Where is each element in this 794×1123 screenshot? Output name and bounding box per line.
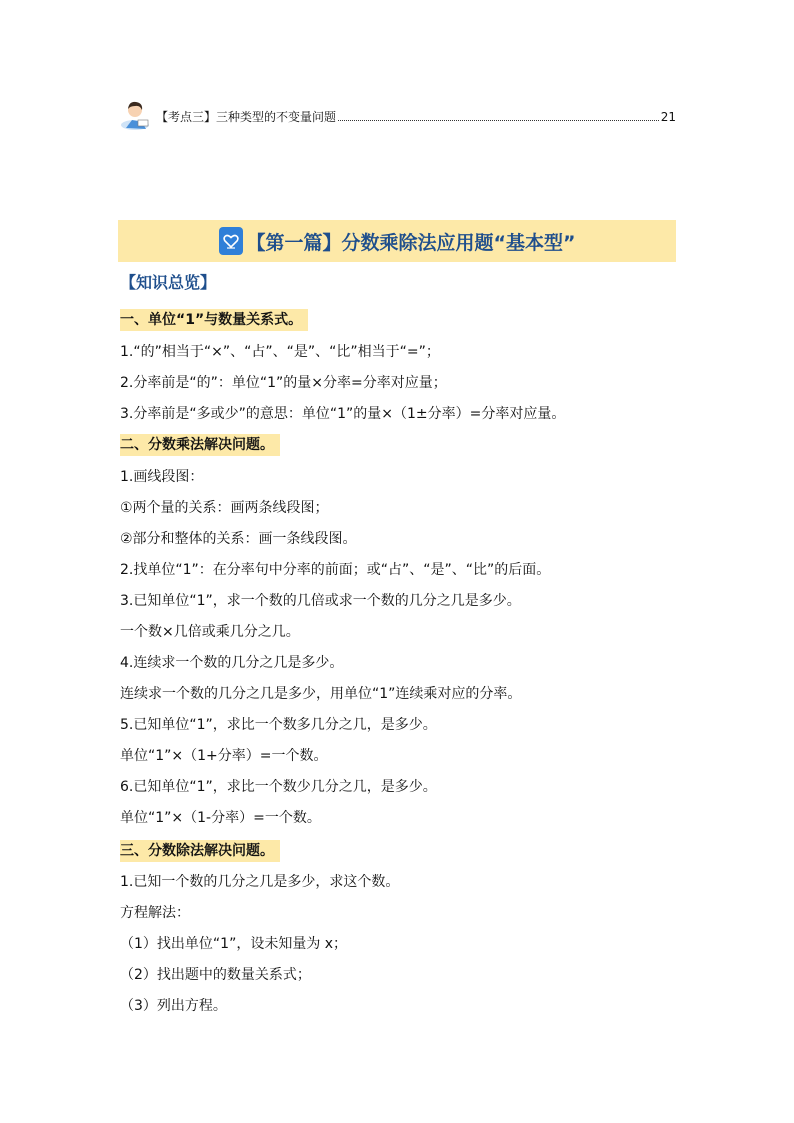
- banner-title: 【第一篇】分数乘除法应用题“基本型”: [246, 231, 576, 254]
- section-heading-2: 二、分数乘法解决问题。: [120, 434, 280, 456]
- section-banner: [118, 220, 676, 262]
- student-reading-icon: [120, 98, 152, 132]
- paragraph-line: 连续求一个数的几分之几是多少，用单位“1”连续乘对应的分率。: [120, 686, 522, 702]
- paragraph-line: 方程解法：: [120, 905, 190, 921]
- paragraph-line: 5.已知单位“1”，求比一个数多几分之几，是多少。: [120, 717, 437, 733]
- paragraph-line: ①两个量的关系：画两条线段图；: [120, 500, 329, 516]
- paragraph-line: 1.画线段图：: [120, 469, 204, 485]
- paragraph-line: 2.分率前是“的”：单位“1”的量×分率=分率对应量；: [120, 375, 447, 391]
- toc-entry[interactable]: [120, 98, 676, 132]
- paragraph-line: 单位“1”×（1+分率）=一个数。: [120, 748, 328, 764]
- paragraph-line: （2）找出题中的数量关系式；: [120, 967, 311, 983]
- heart-badge-icon: [219, 227, 243, 255]
- overview-title: 【知识总览】: [120, 273, 217, 292]
- paragraph-line: 1.“的”相当于“×”、“占”、“是”、“比”相当于“=”；: [120, 344, 440, 360]
- toc-page-number: 21: [660, 110, 676, 124]
- paragraph-line: （1）找出单位“1”，设未知量为 x；: [120, 936, 348, 952]
- paragraph-line: 3.分率前是“多或少”的意思：单位“1”的量×（1±分率）=分率对应量。: [120, 406, 566, 422]
- toc-leader-dots: [338, 120, 659, 121]
- paragraph-line: 一个数×几倍或乘几分之几。: [120, 624, 300, 640]
- paragraph-line: （3）列出方程。: [120, 998, 227, 1014]
- paragraph-line: ②部分和整体的关系：画一条线段图。: [120, 531, 357, 547]
- paragraph-line: 3.已知单位“1”，求一个数的几倍或求一个数的几分之几是多少。: [120, 593, 521, 609]
- section-heading-3: 三、分数除法解决问题。: [120, 840, 280, 862]
- paragraph-line: 1.已知一个数的几分之几是多少，求这个数。: [120, 874, 400, 890]
- paragraph-line: 6.已知单位“1”，求比一个数少几分之几，是多少。: [120, 779, 437, 795]
- paragraph-line: 2.找单位“1”：在分率句中分率的前面；或“占”、“是”、“比”的后面。: [120, 562, 551, 578]
- paragraph-line: 单位“1”×（1-分率）=一个数。: [120, 810, 321, 826]
- section-heading-1: 一、单位“1”与数量关系式。: [120, 309, 308, 331]
- toc-entry-text: 【考点三】三种类型的不变量问题: [156, 110, 337, 124]
- paragraph-line: 4.连续求一个数的几分之几是多少。: [120, 655, 344, 671]
